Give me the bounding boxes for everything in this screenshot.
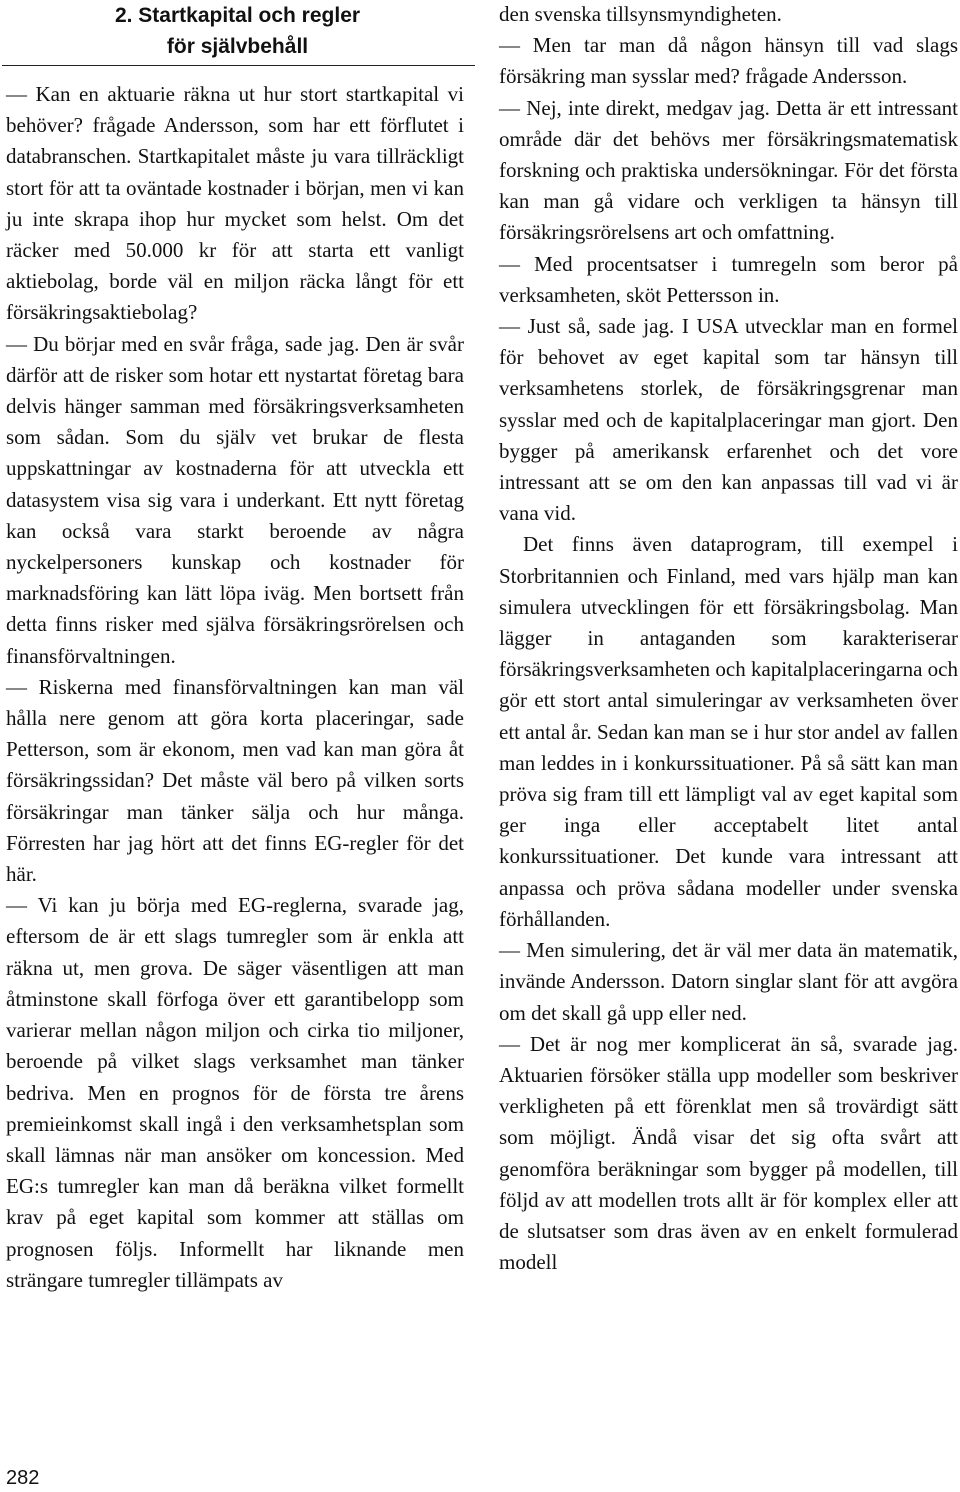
left-text-column: [6, 79, 464, 1296]
paragraph: den svenska tillsynsmyndigheten.: [499, 2, 782, 26]
section-heading: [0, 0, 475, 62]
paragraph: — Riskerna med finansförvaltningen kan man väl hålla nere genom att göra korta placeringar, sade Petterson, som är ekonom, men vad kan man göra åt försäkringssidan? Det måste väl bero på vilken sorts försäkringar man tänker sälja och hur många. Förresten har jag hört att det finns EG-regler för det här.: [6, 674, 464, 887]
paragraph: — Med procentsatser i tumregeln som beror på verksamheten, sköt Pettersson in.: [499, 251, 958, 307]
paragraph: — Nej, inte direkt, medgav jag. Detta är ett intressant område där det behövs mer försäkringsmatematisk forskning och praktiska undersökningar. För det första kan man gå vidare och verkligen ta hänsyn till försäkringsrörelsens art och omfattning.: [499, 95, 958, 245]
section-heading-line-2: för självbehåll: [166, 35, 309, 58]
paragraph: — Just så, sade jag. I USA utvecklar man en formel för behovet av eget kapital som tar hänsyn till verksamhetens storlek, de försäkringsgrenar man sysslar med och de kapitalplaceringar man gjort. Den bygger på amerikansk erfarenhet och det vore intressant att se om den kan anpassas till vad vi är vana vid.: [499, 314, 958, 526]
paragraph: — Du börjar med en svår fråga, sade jag. Den är svår därför att de risker som hotar ett nystartat företag bara delvis hänger samman med försäkringsverksamheten som sådan. Som du själv vet brukar de flesta uppskattningar av kostnaderna för att utveckla ett datasystem visa sig vara i underkant. Ett nytt företag kan också vara starkt beroende av några nyckelpersoners kunskap och kostnader för marknadsföring kan lätt löpa iväg. Men bortsett från detta finns risker med själva försäkringsrörelsen och finansförvaltningen.: [6, 331, 464, 668]
section-heading-line-1: 2. Startkapital och regler: [114, 4, 361, 27]
page-number: 282: [6, 1467, 40, 1489]
paragraph: — Men simulering, det är väl mer data än matematik, invände Andersson. Datorn singlar slant för att avgöra om det skall gå upp eller ned.: [499, 938, 958, 1025]
paragraph: — Det är nog mer komplicerat än så, svarade jag. Aktuarien försöker ställa upp modeller som beskriver verkligheten på ett förenklat men så trovärdigt sätt som möjligt. Ändå visar det sig ofta svårt att genomföra beräkningar som bygger på modellen, till följd av att modellen trots allt är för komplex eller att de slutsatser som dras även av en enkelt formulerad modell: [499, 1031, 958, 1275]
paragraph: — Vi kan ju börja med EG-reglerna, svarade jag, eftersom de är ett slags tumregler som är enkla att räkna ut, men grova. De säger väsentligen att man åtminstone skall förfoga över ett garantibelopp som varierar mellan någon miljon och cirka tio miljoner, beroende på vilket slags verksamhet man tänker bedriva. Men en prognos för de första tre årens premieinkomst skall ingå i den verksamhetsplan som skall lämnas när man ansöker om koncession. Med EG:s tumregler kan man då beräkna vilket formellt krav på eget kapital som kommer att ställas om prognosen följs. Informellt har liknande men strängare tumregler tillämpats av: [6, 893, 464, 1292]
paragraph: — Men tar man då någon hänsyn till vad slags försäkring man sysslar med? frågade Andersson.: [499, 33, 958, 89]
paragraph: Det finns även dataprogram, till exempel i Storbritannien och Finland, med vars hjälp man kan simulera utvecklingen för ett försäkringsbolag. Man lägger in antaganden som karakteriserar försäkringsverksamheten och kapitalplaceringarna och gör ett stort antal simuleringar av verksamheten över ett antal år. Sedan kan man se i hur stor andel av fallen man leddes in i konkurssituationer. På så sätt kan man pröva sig fram till ett lämpligt val av eget kapital som ger inga eller acceptabelt litet antal konkurssituationer. Det kunde vara intressant att anpassa och pröva sådana modeller under svenska förhållanden.: [499, 532, 958, 931]
right-text-column: [499, 0, 958, 1278]
paragraph: — Kan en aktuarie räkna ut hur stort startkapital vi behöver? frågade Andersson, som har ett förflutet i databranschen. Startkapitalet måste ju vara tillräckligt stort för att ta oväntade kostnader i början, men vi kan ju inte skrapa ihop hur mycket som helst. Om det räcker med 50.000 kr för att starta ett vanligt aktiebolag, borde väl en miljon räcka långt för ett försäkringsaktiebolag?: [6, 82, 464, 325]
heading-divider: [2, 65, 475, 66]
